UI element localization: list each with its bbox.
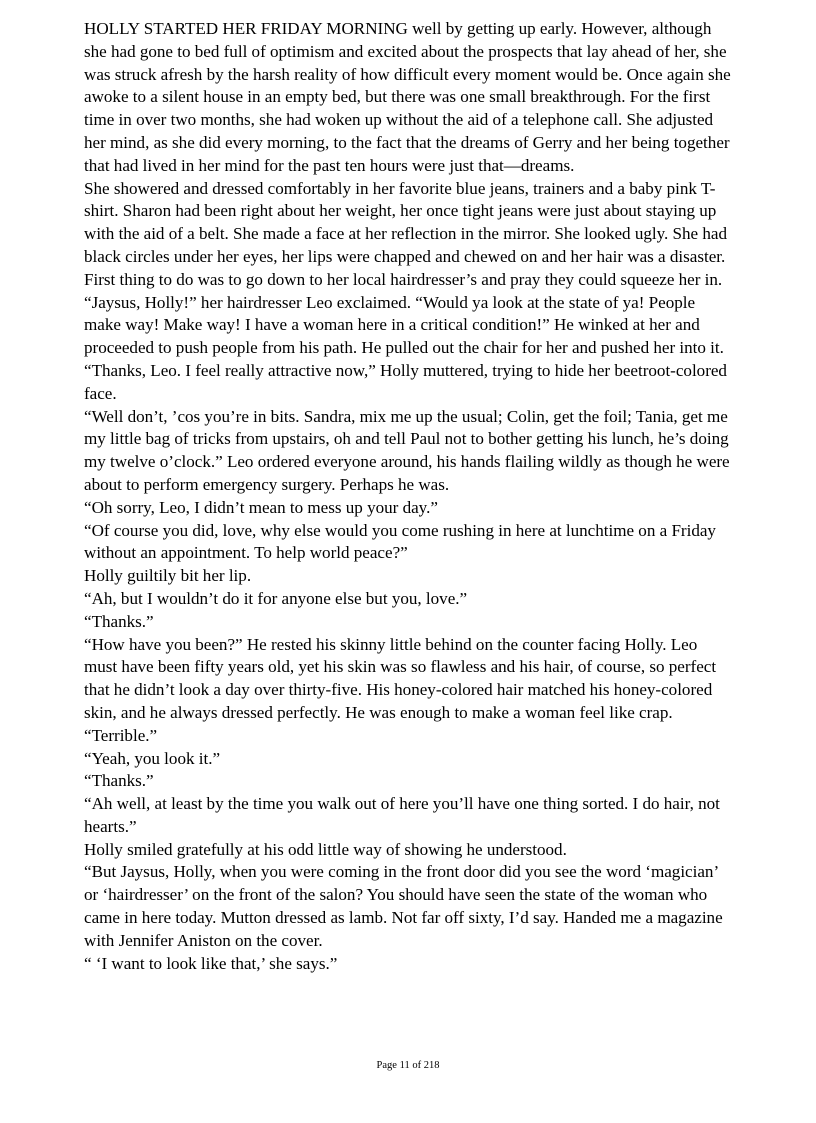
paragraph: “How have you been?” He rested his skinny little behind on the counter facing Holly. Leo must have been fifty years old, yet his skin was so flawless and his hair, of course, so perfect that he didn’t look a day over thirty-five. His honey-colored hair matched his honey-colored skin, and he always dressed perfectly. He was enough to make a woman feel like crap. — [84, 634, 717, 722]
paragraph: “Thanks.” — [84, 771, 154, 791]
body-text — [84, 18, 734, 975]
paragraph: “Terrible.” — [84, 725, 158, 745]
paragraph: “Yeah, you look it.” — [84, 748, 221, 768]
paragraph: “Well don’t, ’cos you’re in bits. Sandra, mix me up the usual; Colin, get the foil; Tania, get me my little bag of tricks from upstairs, oh and tell Paul not to bother getting his lunch, he’s doing my twelve o’clock.” Leo ordered everyone around, his hands flailing wildly as though he were about to perform emergency surgery. Perhaps he was. — [84, 406, 730, 494]
paragraph: She showered and dressed comfortably in her favorite blue jeans, trainers and a baby pink T-shirt. Sharon had been right about her weight, her once tight jeans were just about staying up with the aid of a belt. She made a face at her reflection in the mirror. She looked ugly. She had black circles under her eyes, her lips were chapped and chewed on and her hair was a disaster. First thing to do was to go down to her local hairdresser’s and pray they could squeeze her in. — [84, 178, 727, 289]
paragraph: “Ah, but I wouldn’t do it for anyone else but you, love.” — [84, 588, 468, 608]
paragraph: “Of course you did, love, why else would you come rushing in here at lunchtime on a Friday without an appointment. To help world peace?” — [84, 520, 716, 563]
paragraph: “Thanks, Leo. I feel really attractive now,” Holly muttered, trying to hide her beetroot-colored face. — [84, 360, 727, 403]
paragraph: “Oh sorry, Leo, I didn’t mean to mess up your day.” — [84, 497, 438, 517]
paragraph: HOLLY STARTED HER FRIDAY MORNING well by getting up early. However, although she had gone to bed full of optimism and excited about the prospects that lay ahead of her, she was struck afresh by the harsh reality of how difficult every moment would be. Once again she awoke to a silent house in an empty bed, but there was one small breakthrough. For the first time in over two months, she had woken up without the aid of a telephone call. She adjusted her mind, as she did every morning, to the fact that the dreams of Gerry and her being together that had lived in her mind for the past ten hours were just that—dreams. — [84, 19, 731, 175]
paragraph: Holly smiled gratefully at his odd little way of showing he understood. — [84, 839, 567, 859]
paragraph: “ ‘I want to look like that,’ she says.” — [84, 953, 338, 973]
page-number-footer: Page 11 of 218 — [376, 1060, 440, 1071]
paragraph: Holly guiltily bit her lip. — [84, 566, 252, 586]
paragraph: “Thanks.” — [84, 611, 154, 631]
paragraph: “Jaysus, Holly!” her hairdresser Leo exclaimed. “Would ya look at the state of ya! People make way! Make way! I have a woman here in a critical condition!” He winked at her and proceeded to push people from his path. He pulled out the chair for her and pushed her into it. — [84, 292, 724, 358]
paragraph: “But Jaysus, Holly, when you were coming in the front door did you see the word ‘magician’ or ‘hairdresser’ on the front of the salon? You should have seen the state of the woman who came in here today. Mutton dressed as lamb. Not far off sixty, I’d say. Handed me a magazine with Jennifer Aniston on the cover. — [84, 862, 723, 950]
paragraph: “Ah well, at least by the time you walk out of here you’ll have one thing sorted. I do hair, not hearts.” — [84, 794, 720, 836]
